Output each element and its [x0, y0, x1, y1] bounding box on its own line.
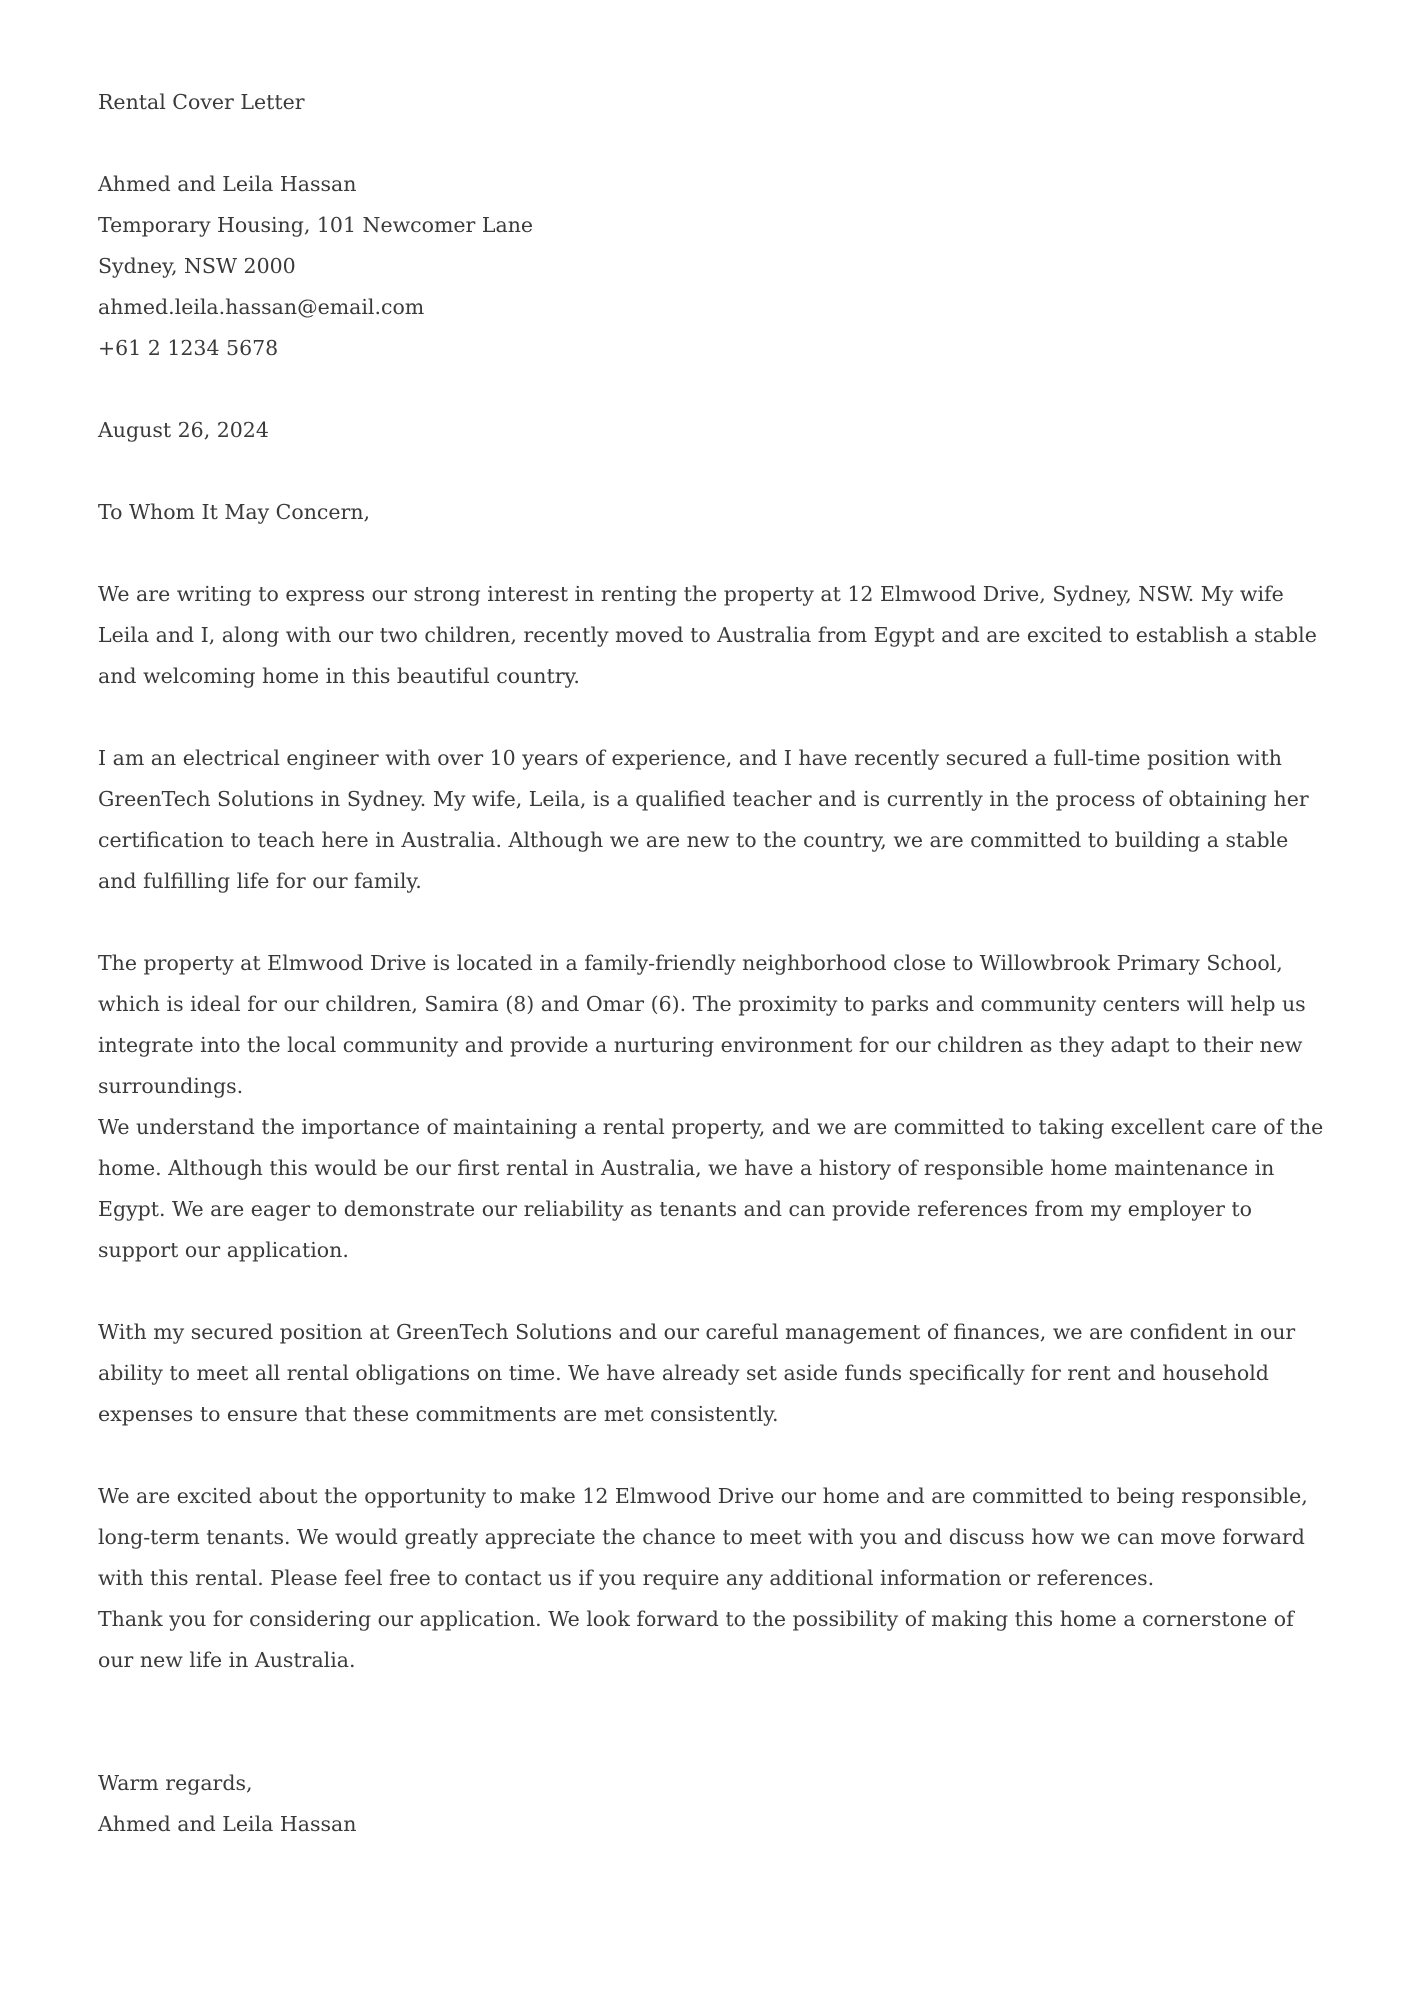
signature-name: Ahmed and Leila Hassan [98, 1812, 357, 1836]
sender-email: ahmed.leila.hassan@email.com [98, 295, 425, 319]
letter-date: August 26, 2024 [98, 418, 269, 442]
sender-name: Ahmed and Leila Hassan [98, 172, 357, 196]
body-paragraph-block [98, 738, 1324, 902]
salutation: To Whom It May Concern, [98, 500, 371, 524]
body-paragraph: We are writing to express our strong interest in renting the property at 12 Elmwood Drive, Sydney, NSW. My wife Leila and I, along with our two children, recently moved to Australia from Egypt and are excited to establish a stable and welcoming home in this beautiful country. [98, 582, 1317, 688]
salutation-block [98, 492, 1324, 533]
body-paragraph-block [98, 1476, 1324, 1681]
body-paragraph-block [98, 1312, 1324, 1435]
body-paragraph: I am an electrical engineer with over 10 years of experience, and I have recently secured a full-time position with GreenTech Solutions in Sydney. My wife, Leila, is a qualified teacher and is currently in the process of obtaining her certification to teach here in Australia. Although we are new to the country, we are committed to building a stable and fulfilling life for our family. [98, 746, 1309, 893]
document-title-block [98, 82, 1324, 123]
letter-date-block [98, 410, 1324, 451]
sender-phone: +61 2 1234 5678 [98, 336, 279, 360]
body-paragraph: Thank you for considering our application. We look forward to the possibility of making this home a cornerstone of our new life in Australia. [98, 1607, 1294, 1672]
body-paragraph: We are excited about the opportunity to make 12 Elmwood Drive our home and are committed to being responsible, long-term tenants. We would greatly appreciate the chance to meet with you and discuss how we can move forward with this rental. Please feel free to contact us if you require any additional information or references. [98, 1484, 1308, 1590]
body-paragraph: With my secured position at GreenTech Solutions and our careful management of finances, we are confident in our ability to meet all rental obligations on time. We have already set aside funds specifically for rent and household expenses to ensure that these commitments are met consistently. [98, 1320, 1296, 1426]
body-paragraph-block [98, 943, 1324, 1271]
closing-block [98, 1763, 1324, 1845]
sender-address-block [98, 164, 1324, 369]
body-paragraph: We understand the importance of maintaining a rental property, and we are committed to taking excellent care of the home. Although this would be our first rental in Australia, we have a history of responsible home maintenance in Egypt. We are eager to demonstrate our reliability as tenants and can provide references from my employer to support our application. [98, 1115, 1324, 1262]
sender-address-line2: Sydney, NSW 2000 [98, 254, 296, 278]
sender-address-line1: Temporary Housing, 101 Newcomer Lane [98, 213, 534, 237]
body-paragraph-block [98, 574, 1324, 697]
closing: Warm regards, [98, 1771, 253, 1795]
body-paragraph: The property at Elmwood Drive is located in a family-friendly neighborhood close to Willowbrook Primary School, which is ideal for our children, Samira (8) and Omar (6). The proximity to parks and community centers will help us integrate into the local community and provide a nurturing environment for our children as they adapt to their new surroundings. [98, 951, 1306, 1098]
document-title: Rental Cover Letter [98, 90, 305, 114]
